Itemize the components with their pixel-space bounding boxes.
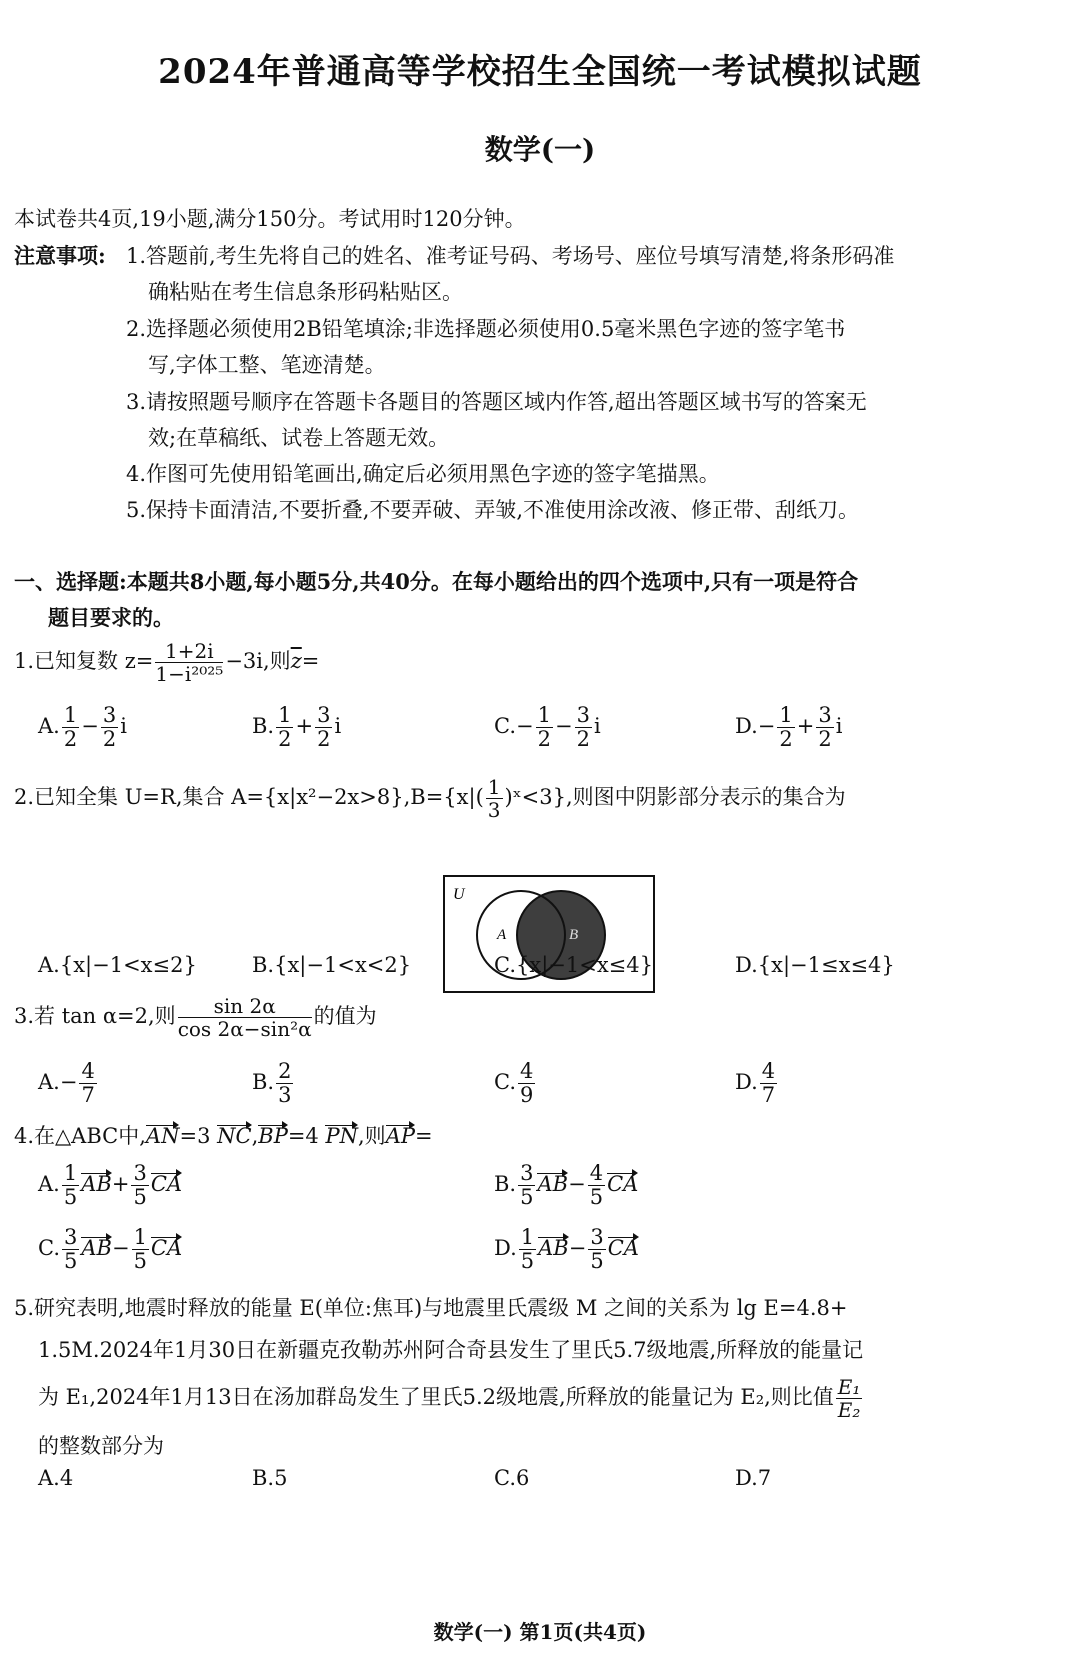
q3-stem-pre: 3.若 tan α=2,则 — [14, 1004, 176, 1028]
frac-den: 5 — [63, 1185, 78, 1210]
note-5: 5.保持卡面清洁,不要折叠,不要弄破、弄皱,不准使用涂改液、修正带、刮纸刀。 — [126, 498, 860, 522]
q2-stem-a: 2.已知全集 U=R,集合 A={x|x²−2x>8},B= — [14, 785, 444, 809]
frac-den: 3 — [487, 798, 501, 822]
q4-d-frac-2 — [588, 1226, 605, 1273]
plus-sign: + — [796, 714, 815, 739]
q1-option-d[interactable] — [735, 704, 842, 751]
minus-sign: − — [111, 1236, 130, 1261]
q2-fraction — [486, 776, 503, 821]
question-1-stem — [14, 640, 319, 685]
q1-option-b-letter: B. — [252, 714, 275, 739]
frac-den: 7 — [761, 1083, 776, 1108]
frac-den: 5 — [590, 1249, 604, 1274]
imag-unit: i — [120, 714, 127, 739]
vector-ap: AP — [385, 1124, 415, 1148]
q3-option-b[interactable] — [252, 1060, 295, 1107]
question-3-stem — [14, 995, 377, 1040]
q4-stem-pre: 4.在△ABC中, — [14, 1124, 146, 1148]
question-5-line-1: 5.研究表明,地震时释放的能量 E(单位:焦耳)与地震里氏震级 M 之间的关系为 lg E=4.8+ — [14, 1296, 848, 1320]
frac-den: 2 — [317, 727, 331, 752]
q1-c-frac-1 — [536, 704, 553, 751]
frac-num: 3 — [133, 1161, 147, 1185]
q2-option-a[interactable]: A.{x|−1<x≤2} — [38, 953, 197, 977]
q3-b-frac — [276, 1060, 293, 1107]
frac-den: E₂ — [837, 1398, 861, 1422]
q4-option-c-letter: C. — [38, 1236, 60, 1261]
q4-a-frac-1 — [62, 1162, 79, 1209]
venn-label-a: A — [497, 927, 507, 943]
vector-ab: AB — [537, 1172, 569, 1197]
frac-den: 2 — [537, 727, 551, 752]
vector-ca: CA — [607, 1172, 639, 1197]
note-3-line-1: 3.请按照题号顺序在答题卡各题目的答题区域内作答,超出答题区域书写的答案无 — [126, 390, 867, 414]
vector-nc: NC — [217, 1124, 252, 1148]
notes-label: 注意事项: — [14, 243, 106, 268]
q1-a-frac-2 — [101, 704, 118, 751]
frac-den: 2 — [818, 727, 832, 752]
frac-num: 3 — [102, 703, 117, 727]
q2-set-b-close: )ˣ<3} — [504, 785, 566, 809]
q3-option-d[interactable] — [735, 1060, 779, 1107]
vector-an: AN — [145, 1124, 180, 1148]
q4-d-frac-1 — [519, 1226, 536, 1273]
frac-den: 9 — [520, 1083, 534, 1108]
q3-c-frac — [518, 1060, 535, 1107]
q3-option-c[interactable] — [494, 1060, 537, 1107]
q4-b-frac-2 — [588, 1162, 605, 1209]
vector-ab: AB — [538, 1236, 569, 1261]
imag-unit: i — [334, 714, 342, 739]
note-3-line-2: 效;在草稿纸、试卷上答题无效。 — [148, 426, 450, 450]
venn-label-b: B — [569, 927, 579, 943]
q1-stem-post: −3i,则 — [225, 649, 291, 673]
question-5-line-4: 的整数部分为 — [38, 1434, 164, 1458]
note-1-line-1: 1.答题前,考生先将自己的姓名、准考证号码、考场号、座位号填写清楚,将条形码准 — [126, 244, 895, 268]
q4-eq4: =4 — [287, 1124, 319, 1148]
frac-num: 1 — [133, 1225, 147, 1249]
q4-option-a-letter: A. — [38, 1172, 60, 1197]
frac-den: 2 — [278, 727, 292, 752]
frac-den: 5 — [520, 1185, 534, 1210]
imag-unit: i — [593, 714, 601, 739]
frac-den: 5 — [64, 1249, 78, 1274]
q4-option-b[interactable] — [494, 1162, 638, 1209]
q1-a-frac-1 — [62, 704, 79, 751]
frac-den: 5 — [589, 1185, 604, 1210]
q1-option-c-letter: C. — [494, 714, 516, 739]
section-1-heading-line-2: 题目要求的。 — [48, 605, 174, 630]
frac-den: 2 — [63, 727, 78, 752]
frac-num: 1 — [537, 703, 551, 727]
frac-num: 3 — [317, 703, 331, 727]
q5-option-d[interactable]: D.7 — [735, 1466, 772, 1490]
plus-sign: + — [111, 1172, 130, 1197]
frac-num: 4 — [520, 1059, 534, 1083]
q4-option-b-letter: B. — [494, 1172, 517, 1197]
q4-option-d-letter: D. — [494, 1236, 517, 1261]
q1-b-frac-1 — [276, 704, 293, 751]
frac-num: 3 — [576, 703, 590, 727]
frac-num: sin 2α — [178, 995, 312, 1018]
frac-num: 3 — [590, 1225, 604, 1249]
frac-num: 1 — [63, 703, 78, 727]
minus-sign: − — [757, 714, 776, 739]
q1-option-d-letter: D. — [735, 714, 758, 739]
note-2-line-1: 2.选择题必须使用2B铅笔填涂;非选择题必须使用0.5毫米黑色字迹的签字笔书 — [126, 317, 846, 341]
vector-pn: PN — [325, 1124, 358, 1148]
frac-den: 5 — [520, 1249, 535, 1274]
q1-d-frac-1 — [777, 704, 794, 751]
frac-num: 4 — [589, 1161, 604, 1185]
vector-ab: AB — [81, 1236, 112, 1261]
q3-a-frac — [79, 1060, 96, 1107]
q4-option-d[interactable] — [494, 1226, 639, 1273]
q5-line-3-text: 为 E₁,2024年1月13日在汤加群岛发生了里氏5.2级地震,所释放的能量记为 E₂,则比值 — [38, 1385, 834, 1409]
question-5-line-2: 1.5M.2024年1月30日在新疆克孜勒苏州阿合奇县发生了里氏5.7级地震,所释放的能量记 — [38, 1338, 864, 1362]
q3-option-b-letter: B. — [252, 1070, 275, 1095]
q4-equals: = — [414, 1124, 433, 1148]
q3-option-a[interactable] — [38, 1060, 99, 1107]
q1-z-conjugate: $\overline{z}$ — [290, 649, 302, 673]
q3-option-d-letter: D. — [735, 1070, 758, 1095]
q1-denominator: 1−i²⁰²⁵ — [155, 662, 224, 686]
vector-ab: AB — [81, 1172, 112, 1197]
q1-numerator: 1+2i — [155, 640, 223, 663]
frac-num: 1 — [779, 703, 793, 727]
frac-num: 2 — [278, 1059, 292, 1083]
frac-num: 1 — [520, 1225, 535, 1249]
q3-d-frac — [760, 1060, 777, 1107]
q4-c-frac-1 — [62, 1226, 79, 1273]
q1-option-a-letter: A. — [38, 714, 60, 739]
minus-sign: − — [59, 1070, 78, 1095]
q4-option-c[interactable] — [38, 1226, 182, 1273]
q1-equals: = — [301, 649, 320, 673]
question-2-stem — [14, 776, 846, 821]
frac-num: 3 — [520, 1161, 534, 1185]
question-5-line-3 — [38, 1376, 864, 1421]
q4-a-frac-2 — [131, 1162, 148, 1209]
frac-num: 3 — [818, 703, 832, 727]
exam-title: 2024年普通高等学校招生全国统一考试模拟试题 — [158, 52, 922, 92]
vector-ca: CA — [150, 1172, 183, 1197]
intro-text: 本试卷共4页,19小题,满分150分。考试用时120分钟。 — [14, 207, 526, 231]
note-4: 4.作图可先使用铅笔画出,确定后必须用黑色字迹的签字笔描黑。 — [126, 462, 720, 486]
q1-option-c[interactable] — [494, 704, 601, 751]
note-2-line-2: 写,字体工整、笔迹清楚。 — [148, 353, 386, 377]
frac-num: 4 — [761, 1059, 776, 1083]
frac-den: 7 — [81, 1083, 95, 1108]
q5-option-b[interactable]: B.5 — [252, 1466, 288, 1490]
q2-option-d[interactable]: D.{x|−1≤x≤4} — [735, 953, 895, 977]
minus-sign: − — [554, 714, 573, 739]
q2-set-b-open: {x|( — [443, 785, 484, 809]
q1-option-b[interactable] — [252, 704, 341, 751]
q3-stem-post: 的值为 — [313, 1004, 377, 1028]
frac-num: 1 — [487, 775, 501, 799]
exam-subtitle: 数学(一) — [484, 133, 596, 166]
q2-stem-b: ,则图中阴影部分表示的集合为 — [565, 785, 846, 809]
frac-num: 1 — [278, 703, 292, 727]
plus-sign: + — [295, 714, 314, 739]
q1-fraction — [155, 640, 223, 685]
frac-num: 1 — [63, 1161, 78, 1185]
minus-sign: − — [81, 714, 99, 739]
vector-ca: CA — [150, 1236, 183, 1261]
imag-unit: i — [835, 714, 843, 739]
q5-option-c[interactable]: C.6 — [494, 1466, 530, 1490]
q1-c-frac-2 — [575, 704, 592, 751]
q4-comma: , — [251, 1124, 259, 1148]
minus-sign: − — [568, 1236, 587, 1261]
frac-den: 2 — [102, 727, 117, 752]
minus-sign: − — [568, 1172, 586, 1197]
q1-b-frac-2 — [315, 704, 332, 751]
frac-num: 4 — [81, 1059, 95, 1083]
frac-den: 5 — [133, 1185, 147, 1210]
q4-b-frac-1 — [518, 1162, 535, 1209]
venn-label-u: U — [453, 886, 465, 903]
q2-option-b[interactable]: B.{x|−1<x<2} — [252, 953, 412, 977]
q3-option-a-letter: A. — [38, 1070, 60, 1095]
minus-sign: − — [516, 714, 534, 739]
frac-num: 3 — [64, 1225, 78, 1249]
q4-eq3: =3 — [179, 1124, 211, 1148]
q4-then: ,则 — [358, 1124, 386, 1148]
q3-fraction — [178, 995, 312, 1040]
q1-option-a[interactable] — [38, 704, 127, 751]
q2-option-c[interactable]: C.{x|−1<x≤4} — [494, 953, 653, 977]
q3-option-c-letter: C. — [494, 1070, 516, 1095]
frac-den: 5 — [133, 1249, 147, 1274]
frac-den: cos 2α−sin²α — [177, 1017, 312, 1041]
frac-num: E₁ — [837, 1375, 861, 1399]
question-4-stem — [14, 1120, 433, 1150]
frac-den: 2 — [576, 727, 590, 752]
q5-option-a[interactable]: A.4 — [38, 1466, 74, 1490]
q1-stem-pre: 1.已知复数 z= — [14, 649, 154, 673]
frac-den: 2 — [779, 727, 793, 752]
q5-ratio-fraction — [836, 1376, 863, 1421]
section-1-heading-line-1: 一、选择题:本题共8小题,每小题5分,共40分。在每小题给出的四个选项中,只有一项是符合 — [14, 569, 859, 594]
vector-ca: CA — [607, 1236, 639, 1261]
q1-d-frac-2 — [816, 704, 833, 751]
note-1-line-2: 确粘贴在考生信息条形码粘贴区。 — [148, 280, 463, 304]
q4-c-frac-2 — [132, 1226, 149, 1273]
vector-bp: BP — [258, 1124, 288, 1148]
q4-option-a[interactable] — [38, 1162, 182, 1209]
frac-den: 3 — [278, 1083, 292, 1108]
page-footer: 数学(一) 第1页(共4页) — [433, 1620, 647, 1644]
